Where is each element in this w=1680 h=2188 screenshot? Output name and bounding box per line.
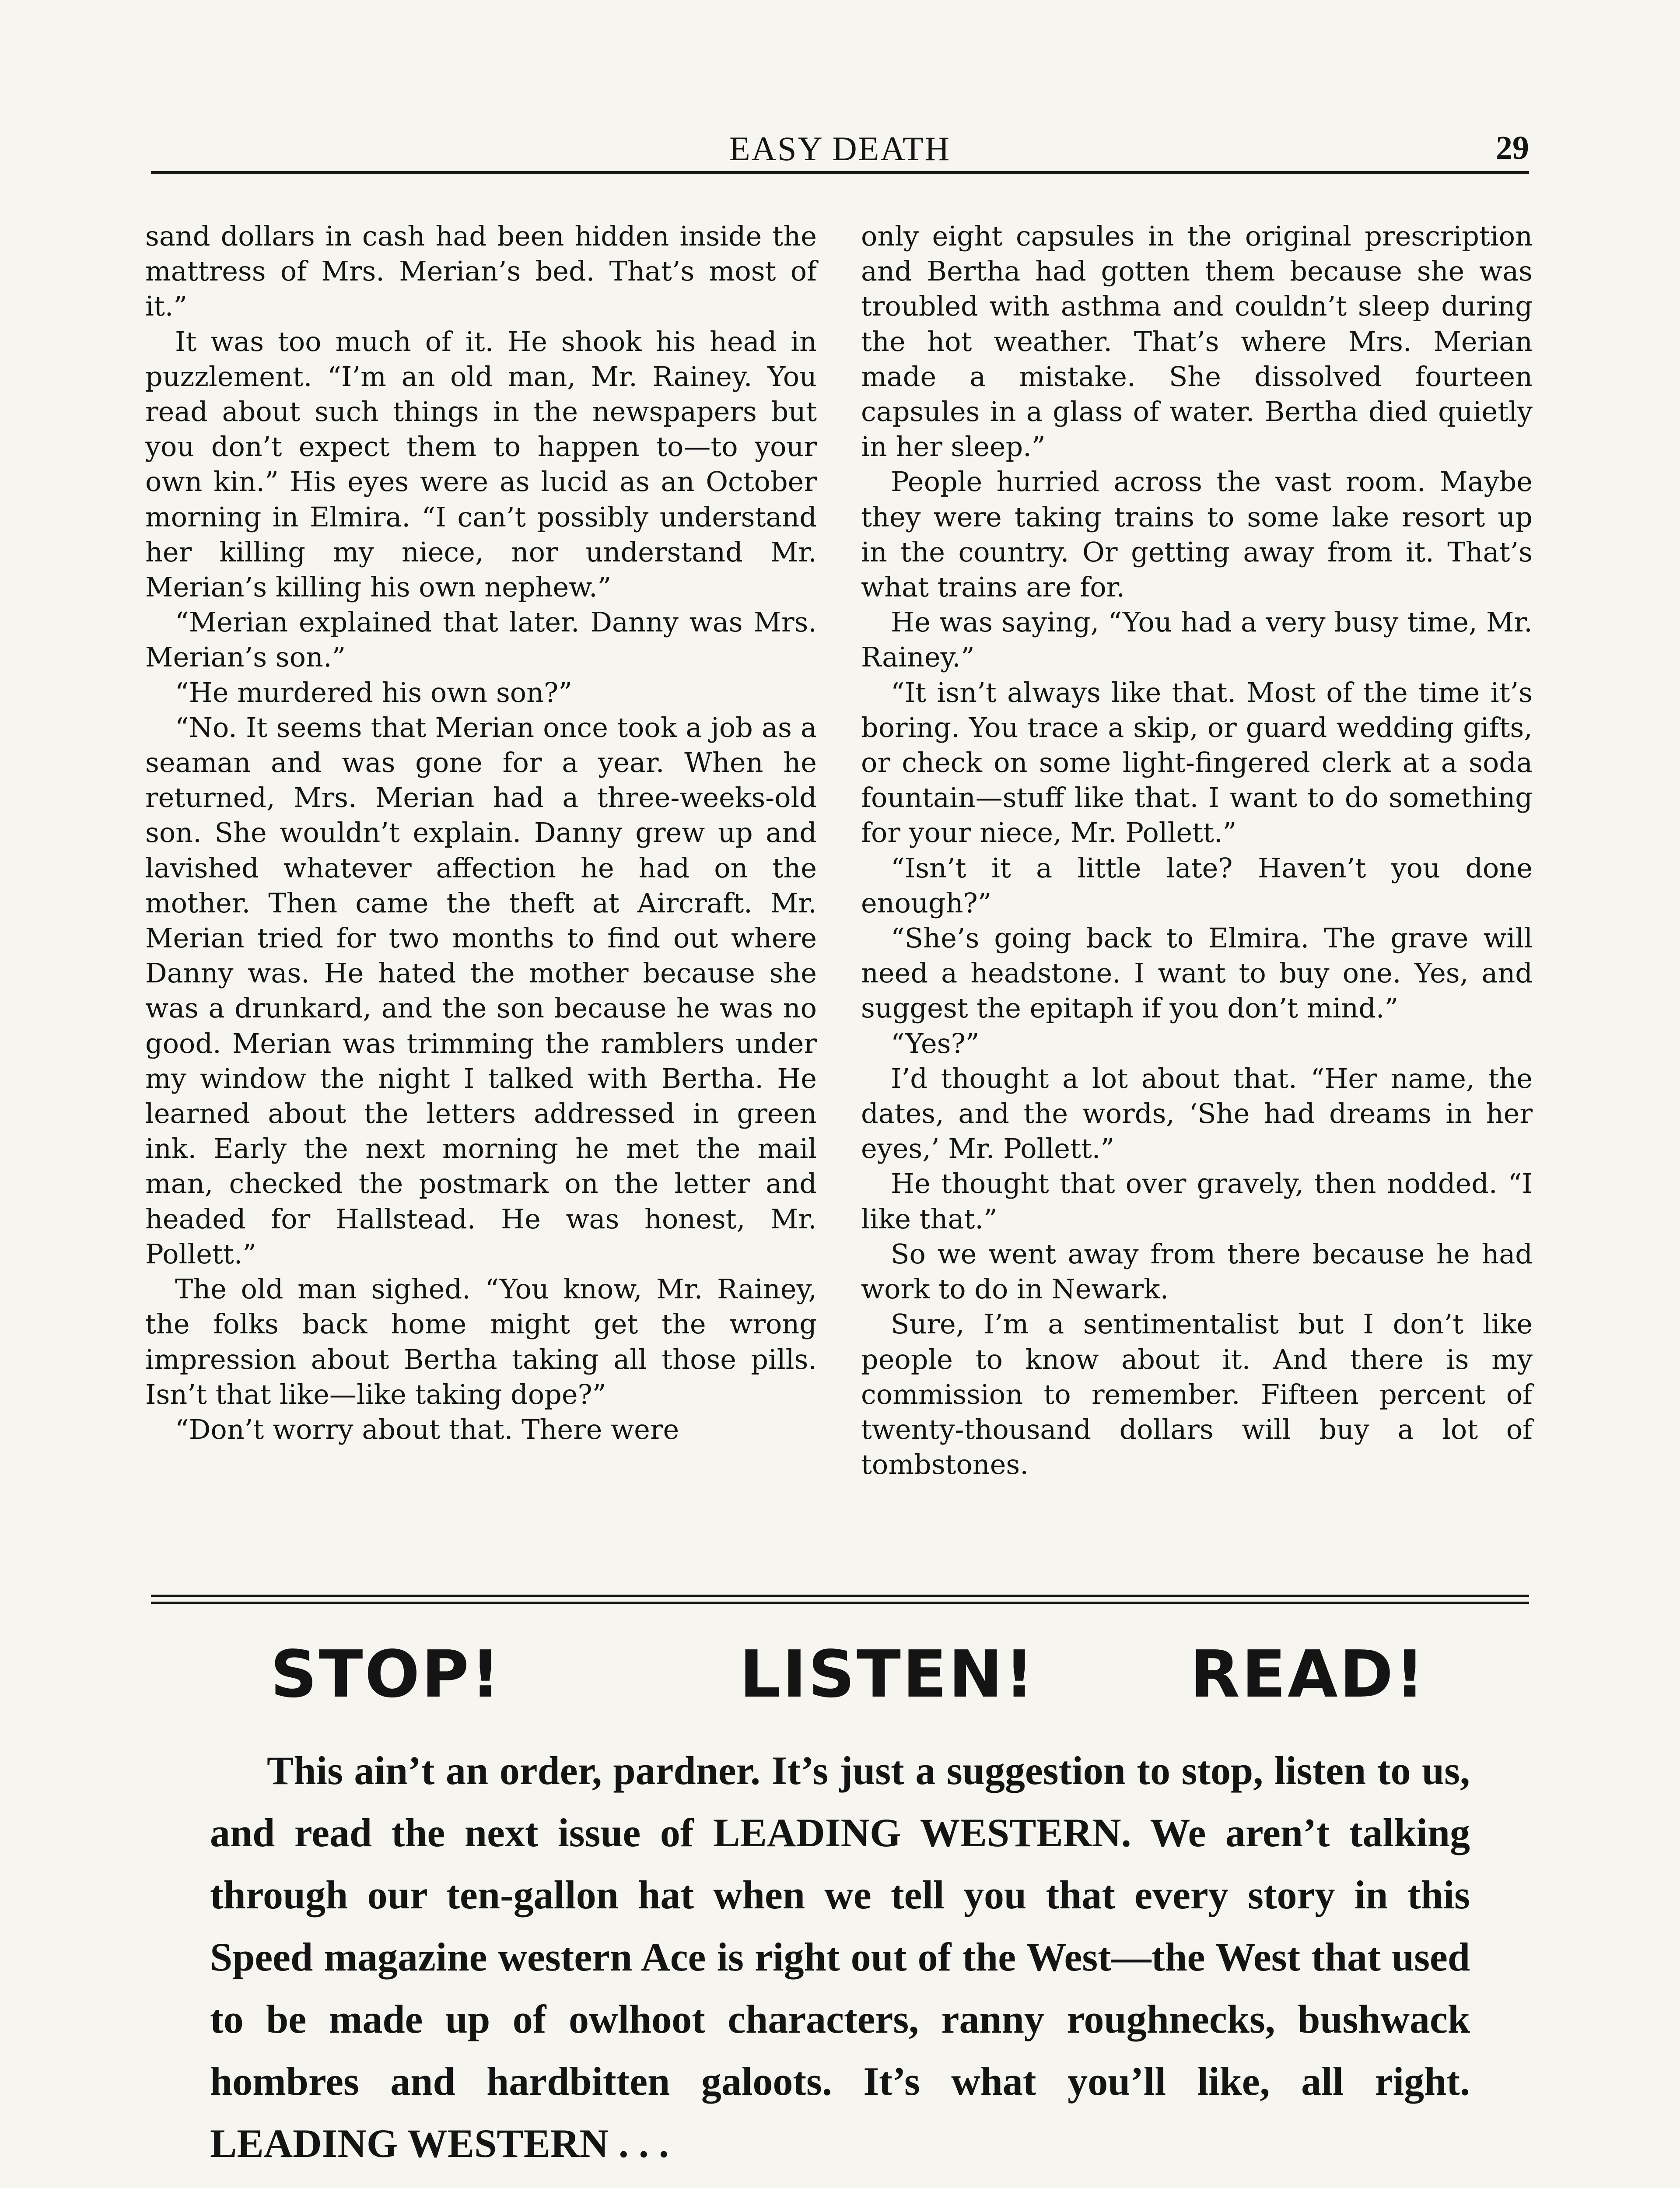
header-rule — [151, 171, 1529, 174]
story-paragraph: “Isn’t it a little late? Haven’t you done enough?” — [861, 852, 1533, 919]
story-paragraph: “He murdered his own son?” — [175, 676, 572, 708]
story-paragraph: “Don’t worry about that. There were — [175, 1413, 679, 1445]
story-paragraph: He was saying, “You had a very busy time, Mr. Rainey.” — [861, 606, 1533, 673]
story-paragraph: People hurried across the vast room. Maybe they were taking trains to some lake resort up in the country. Or getting away from it. That’s what trains are for. — [861, 466, 1533, 603]
story-paragraph: “It isn’t always like that. Most of the time it’s boring. You trace a skip, or guard wedding gifts, or check on some light-fingered clerk at a soda fountain—stuff like that. I want to do something for your niece, Mr. Pollett.” — [861, 676, 1533, 849]
story-paragraph: So we went away from there because he had work to do in Newark. — [861, 1238, 1533, 1305]
story-paragraph: sand dollars in cash had been hidden inside the mattress of Mrs. Merian’s bed. That’s most of it.” — [145, 220, 817, 323]
story-paragraph: “No. It seems that Merian once took a job as a seaman and was gone for a year. When he returned, Mrs. Merian had a three-weeks-old son. She wouldn’t explain. Danny grew up and lavished whatever affection he had on the mother. Then came the theft at Aircraft. Mr. Merian tried for two months to find out where Danny was. He hated the mother because she was a drunkard, and the son because he was no good. Merian was trimming the ramblers under my window the night I talked with Bertha. He learned about the letters addressed in green ink. Early the next morning he met the mail man, checked the postmark on the letter and headed for Hallstead. He was honest, Mr. Pollett.” — [145, 711, 817, 1270]
ad-body — [210, 1739, 1470, 2174]
running-title: EASY DEATH — [729, 130, 951, 168]
story-paragraph: I’d thought a lot about that. “Her name, the dates, and the words, ‘She had dreams in her eyes,’ Mr. Pollett.” — [861, 1062, 1533, 1165]
story-paragraph: “She’s going back to Elmira. The grave will need a headstone. I want to buy one. Yes, and suggest the epitaph if you don’t mind.” — [861, 922, 1533, 1024]
story-paragraph: “Merian explained that later. Danny was Mrs. Merian’s son.” — [145, 606, 817, 673]
story-paragraph: Sure, I’m a sentimentalist but I don’t like people to know about it. And there is my commission to remember. Fifteen percent of twenty-thousand dollars will buy a lot of tombstones. — [861, 1308, 1533, 1481]
ad-body-text: This ain’t an order, pardner. It’s just a suggestion to stop, listen to us, and read the next issue of LEADING WESTERN. We aren’t talking through our ten-gallon hat when we tell you that every story in this Speed magazine western Ace is right out of the West—the West that used to be made up of owlhoot characters, ranny roughnecks, bushwack hombres and hardbitten galoots. It’s what you’ll like, all right. LEADING WESTERN . . . — [210, 1748, 1470, 2166]
page-number: 29 — [1496, 130, 1529, 166]
story-paragraph: He thought that over gravely, then nodded. “I like that.” — [861, 1168, 1533, 1235]
ad-headline-read: READ! — [1190, 1637, 1426, 1712]
ad-headline-listen: LISTEN! — [739, 1637, 1036, 1712]
story-paragraph: It was too much of it. He shook his head in puzzlement. “I’m an old man, Mr. Rainey. You read about such things in the newspapers but you don’t expect them to happen to—to your own kin.” His eyes were as lucid as an October morning in Elmira. “I can’t possibly understand her killing my niece, nor understand Mr. Merian’s killing his own nephew.” — [145, 325, 817, 603]
story-column-right — [861, 219, 1533, 1482]
story-paragraph: only eight capsules in the original prescription and Bertha had gotten them because she was troubled with asthma and couldn’t sleep during the hot weather. That’s where Mrs. Merian made a mistake. She dissolved fourteen capsules in a glass of water. Bertha died quietly in her sleep.” — [861, 220, 1533, 463]
ad-top-rule-inner — [151, 1602, 1529, 1604]
ad-top-rule — [151, 1595, 1529, 1597]
ad-headline-stop: STOP! — [270, 1637, 502, 1712]
running-head — [151, 129, 1529, 177]
story-column-left — [145, 219, 817, 1447]
story-paragraph: “Yes?” — [891, 1027, 980, 1059]
story-paragraph: The old man sighed. “You know, Mr. Rainey, the folks back home might get the wrong impression about Bertha taking all those pills. Isn’t that like—like taking dope?” — [145, 1273, 817, 1410]
